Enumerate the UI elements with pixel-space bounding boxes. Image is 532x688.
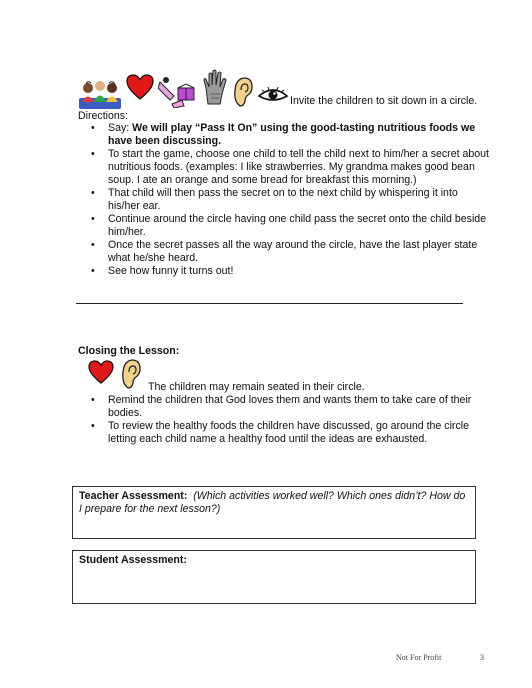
list-item: • To review the healthy foods the children have discussed, go around the circle letting each child name a healthy food until the ideas are exhausted. — [91, 420, 491, 446]
closing-icons-row — [88, 358, 148, 392]
list-item: • Remind the children that God loves them and wants them to take care of their bodies. — [91, 394, 491, 420]
list-item-prefix: Say: — [108, 122, 133, 134]
list-item: • To start the game, choose one child to tell the child next to him/her a secret about nutritious foods. (examples: I like strawberries. My grandma makes good bean soup. I ate an orange and some bread for breakfast this morning.) — [91, 148, 491, 187]
list-item: • Continue around the circle having one child pass the secret onto the child beside him/her. — [91, 213, 491, 239]
children-group-icon — [78, 78, 122, 110]
footer-text: Not For Profit — [396, 653, 442, 662]
closing-intro-text: The children may remain seated in their circle. — [148, 381, 365, 393]
hand-icon — [202, 68, 228, 106]
intro-text: Invite the children to sit down in a circle. — [290, 95, 478, 107]
heart-icon — [88, 360, 114, 384]
list-item: • See how funny it turns out! — [91, 265, 491, 278]
heart-icon — [126, 74, 154, 100]
teacher-assessment-label: Teacher Assessment: — [79, 490, 188, 502]
activity-icons-row — [78, 68, 298, 110]
student-assessment-box[interactable] — [72, 550, 476, 604]
directions-label: Directions: — [78, 110, 129, 122]
page-number: 3 — [480, 653, 484, 662]
list-item — [91, 122, 491, 148]
ear-icon — [120, 358, 142, 390]
list-item-bold: We will play “Pass It On” using the good-tasting nutritious foods we have been discussing. — [108, 122, 476, 147]
section-divider — [76, 303, 463, 304]
closing-title: Closing the Lesson: — [78, 345, 180, 357]
hands-gift-icon — [158, 74, 198, 108]
teacher-assessment-question: (Which activities worked well? Which ones didn’t? How do I prepare for the next lesson?) — [79, 490, 466, 515]
directions-list — [91, 122, 491, 278]
closing-list — [91, 394, 491, 446]
teacher-assessment-box[interactable] — [72, 486, 476, 539]
ear-icon — [232, 76, 254, 108]
list-item: • Once the secret passes all the way around the circle, have the last player state what he/she heard. — [91, 239, 491, 265]
eye-icon — [258, 86, 288, 104]
list-item: • That child will then pass the secret on to the next child by whispering it into his/her ear. — [91, 187, 491, 213]
student-assessment-label: Student Assessment: — [79, 554, 187, 566]
